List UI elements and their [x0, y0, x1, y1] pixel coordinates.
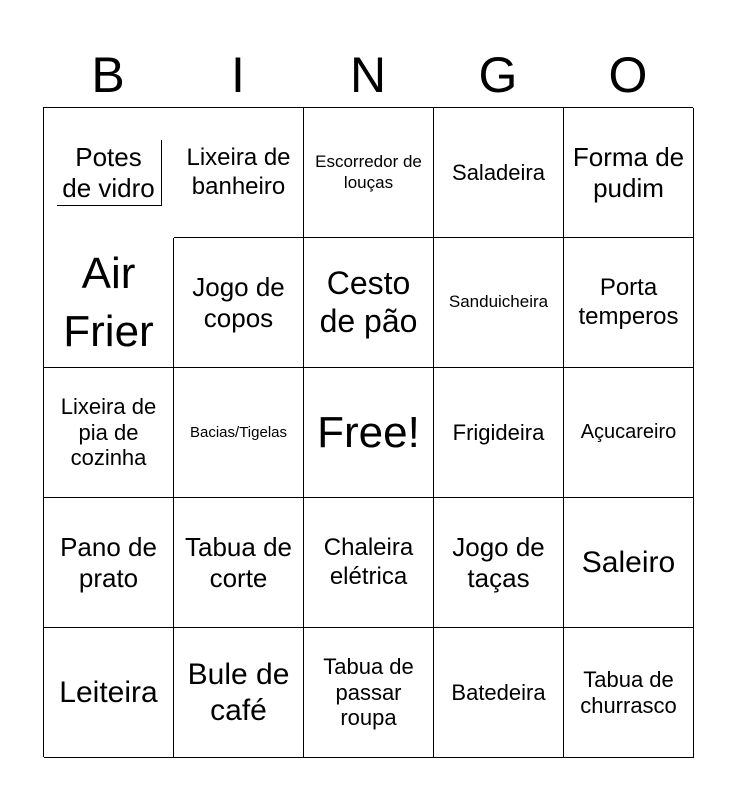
bingo-cell[interactable]: Tabua de corte	[174, 498, 304, 628]
bingo-cell[interactable]: Frigideira	[434, 368, 564, 498]
bingo-cell[interactable]: Jogo de taças	[434, 498, 564, 628]
bingo-cell[interactable]: Cesto de pão	[304, 238, 434, 368]
bingo-cell[interactable]: Tabua de passar roupa	[304, 628, 434, 758]
bingo-cell[interactable]: Forma de pudim	[564, 108, 694, 238]
header-letter-b: B	[91, 47, 125, 103]
bingo-cell[interactable]: Chaleira elétrica	[304, 498, 434, 628]
bingo-cell[interactable]: Saleiro	[564, 498, 694, 628]
bingo-cell[interactable]: Batedeira	[434, 628, 564, 758]
header-letter-n: N	[349, 47, 387, 103]
bingo-cell[interactable]: Açucareiro	[564, 368, 694, 498]
bingo-board	[43, 107, 693, 757]
bingo-cell[interactable]: Saladeira	[434, 108, 564, 238]
bingo-cell[interactable]: Lixeira de banheiro	[174, 108, 304, 238]
bingo-cell[interactable]: Tabua de churrasco	[564, 628, 694, 758]
bingo-cell[interactable]: Potes de vidro	[57, 140, 162, 206]
bingo-cell[interactable]: Porta temperos	[564, 238, 694, 368]
bingo-header	[43, 44, 693, 106]
bingo-cell[interactable]: Bacias/Tigelas	[174, 368, 304, 498]
bingo-cell[interactable]: Pano de prato	[44, 498, 174, 628]
bingo-cell[interactable]: Escorredor de louças	[304, 108, 434, 238]
bingo-cell[interactable]: Bule de café	[174, 628, 304, 758]
bingo-cell[interactable]: Air Frier	[44, 238, 174, 368]
bingo-cell[interactable]: Leiteira	[44, 628, 174, 758]
bingo-cell[interactable]: Jogo de copos	[174, 238, 304, 368]
free-cell[interactable]: Free!	[304, 368, 434, 498]
bingo-cell[interactable]: Lixeira de pia de cozinha	[44, 368, 174, 498]
header-letter-o: O	[608, 47, 648, 103]
header-letter-i: I	[231, 47, 245, 103]
header-letter-g: G	[478, 47, 518, 103]
bingo-cell[interactable]: Sanduicheira	[434, 238, 564, 368]
